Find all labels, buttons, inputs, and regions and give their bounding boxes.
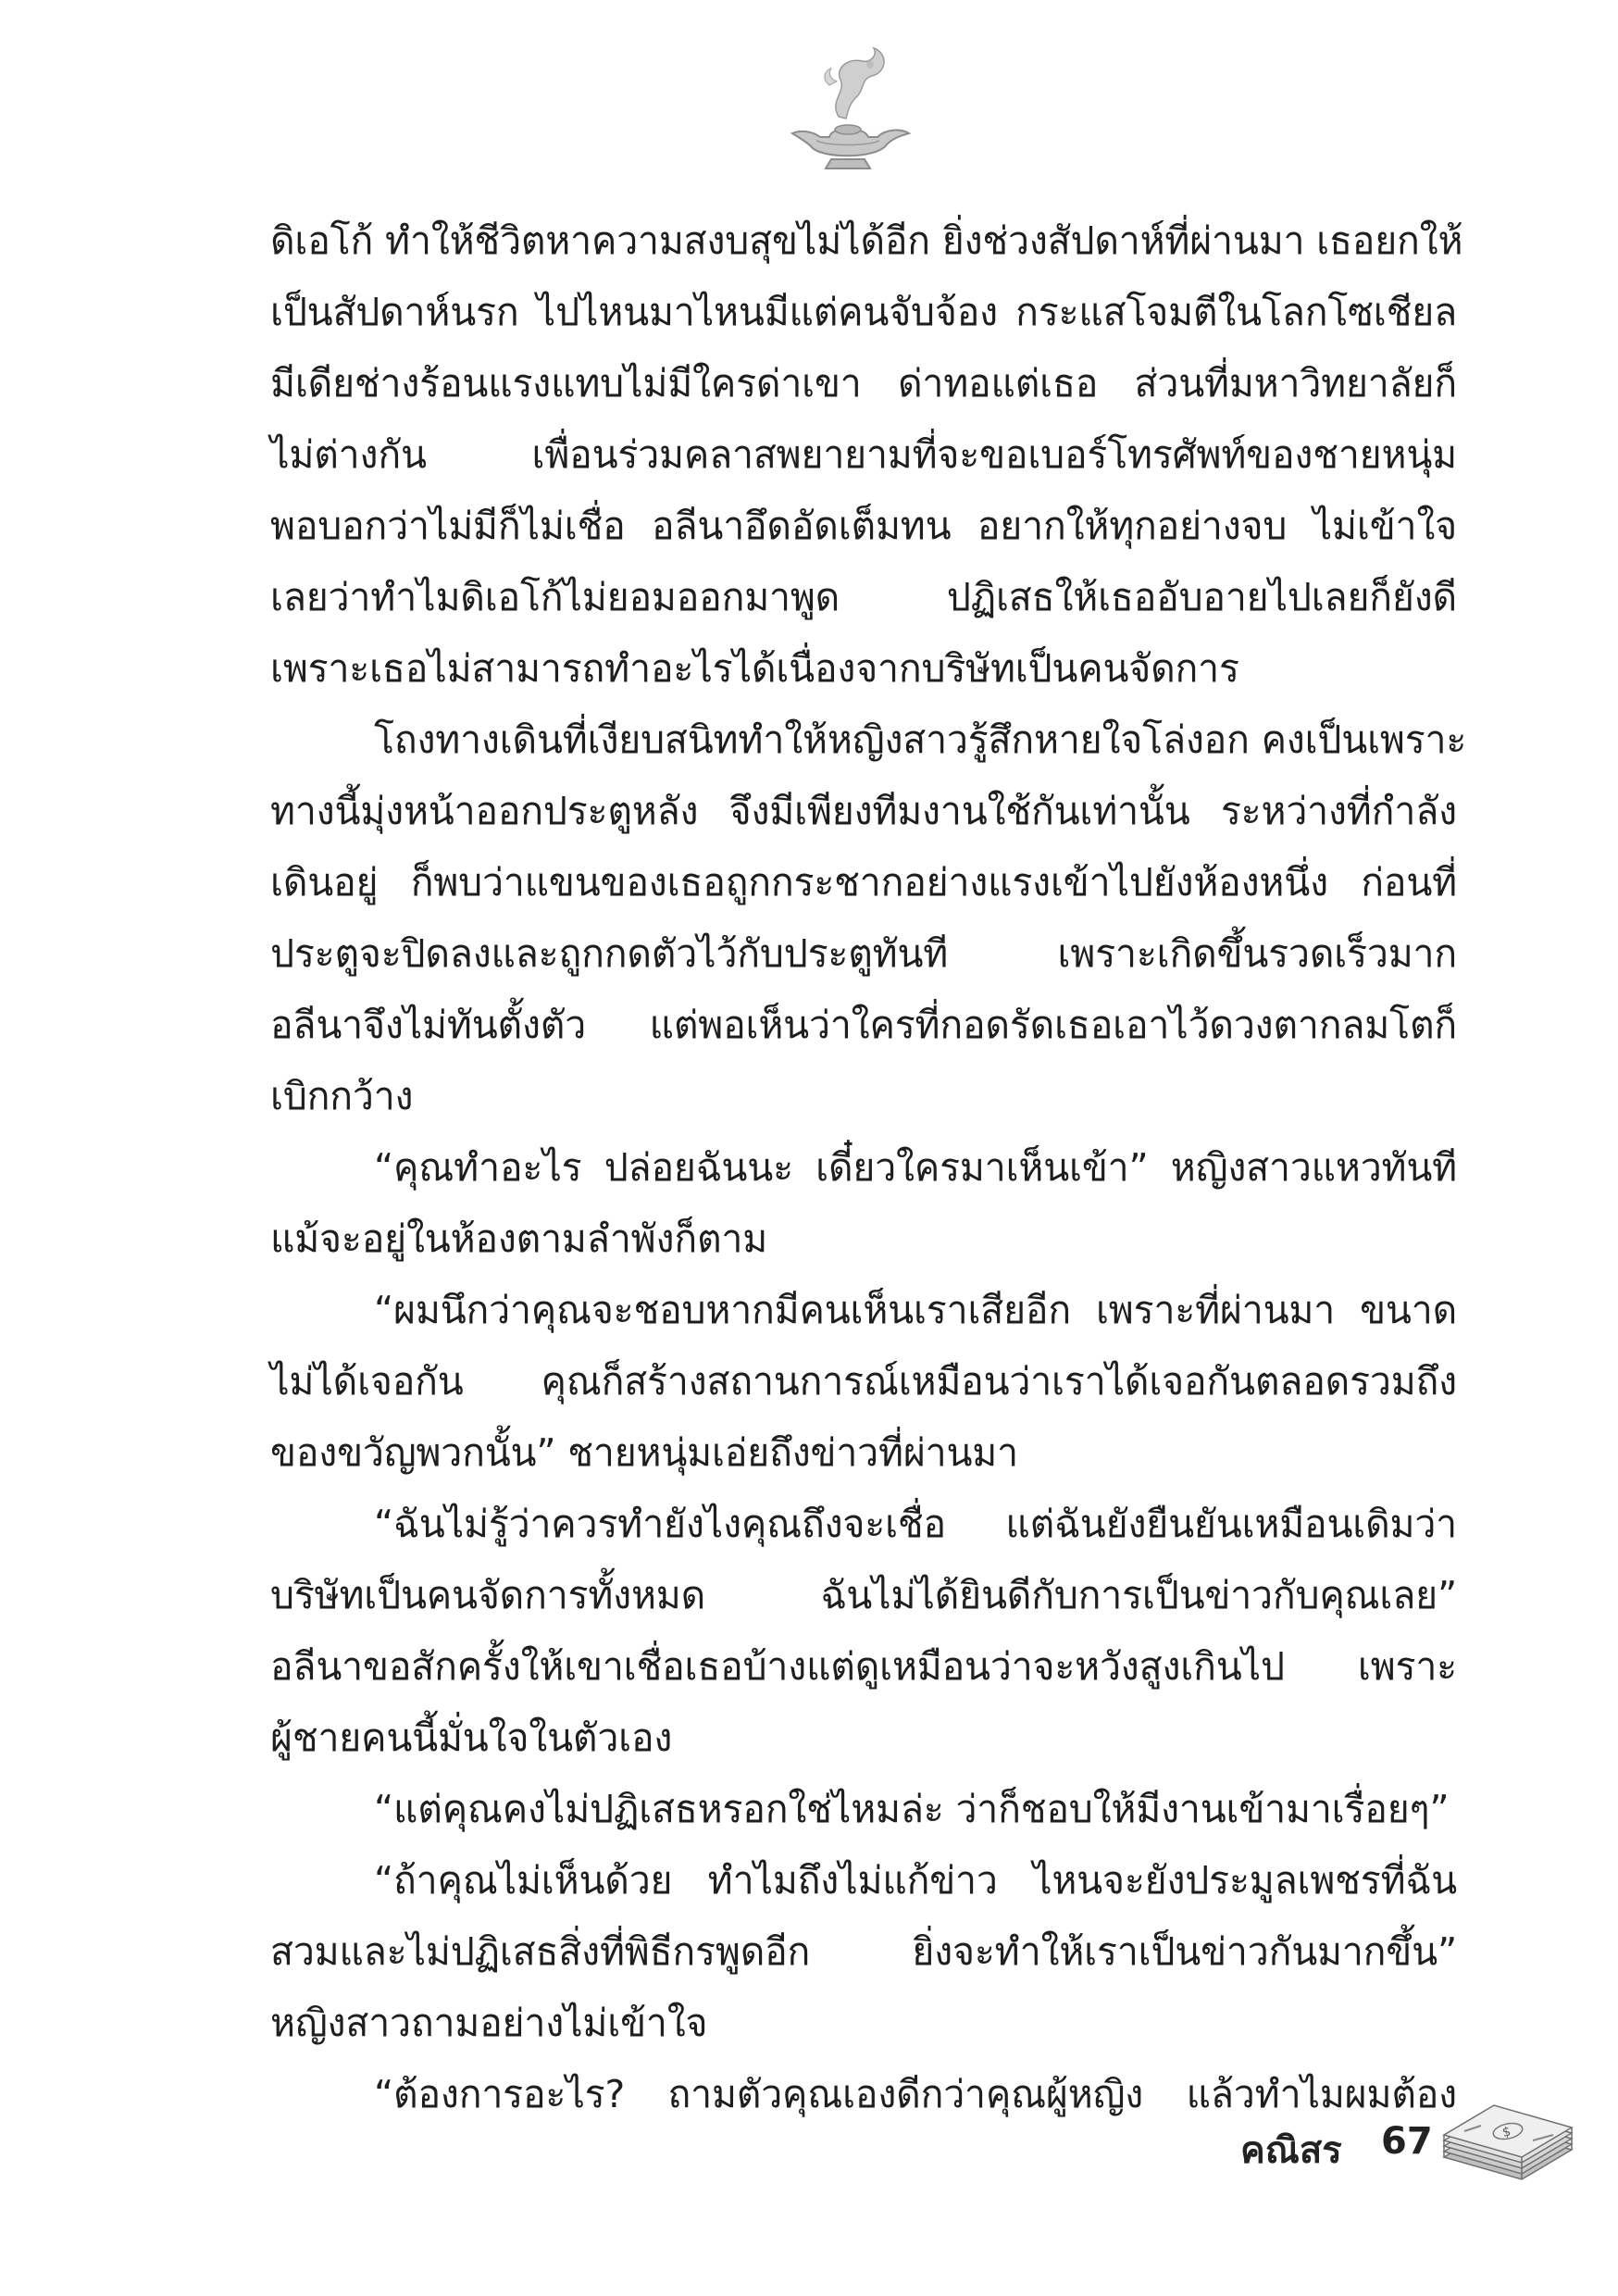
text-line: แม้จะอยู่ในห้องตามลำพังก็ตาม	[270, 1217, 768, 1261]
text-line: ไม่ได้เจอกัน คุณก็สร้างสถานการณ์เหมือนว่าเราได้เจอกันตลอดรวมถึง	[270, 1359, 1457, 1404]
text-line: ทางนี้มุ่งหน้าออกประตูหลัง จึงมีเพียงทีมงานใช้กันเท่านั้น ระหว่างที่กำลัง	[270, 789, 1457, 833]
svg-text:$: $	[1500, 2124, 1512, 2141]
text-line: “ผมนึกว่าคุณจะชอบหากมีคนเห็นเราเสียอีก เพราะที่ผ่านมา ขนาด	[374, 1288, 1457, 1332]
text-line: เลยว่าทำไมดิเอโก้ไม่ยอมออกมาพูด ปฏิเสธให้เธออับอายไปเลยก็ยังดี	[270, 575, 1457, 619]
text-line: ของขวัญพวกนั้น” ชายหนุ่มเอ่ยถึงข่าวที่ผ่านมา	[270, 1430, 1018, 1475]
text-line: ไม่ต่างกัน เพื่อนร่วมคลาสพยายามที่จะขอเบอร์โทรศัพท์ของชายหนุ่ม	[270, 432, 1457, 477]
text-line: “แต่คุณคงไม่ปฏิเสธหรอกใช่ไหมล่ะ ว่าก็ชอบให้มีงานเข้ามาเรื่อยๆ”	[374, 1787, 1450, 1831]
text-line: ประตูจะปิดลงและถูกกดตัวไว้กับประตูทันที เพราะเกิดขึ้นรวดเร็วมาก	[270, 931, 1457, 976]
text-line: อลีนาขอสักครั้งให้เขาเชื่อเธอบ้างแต่ดูเหมือนว่าจะหวังสูงเกินไป เพราะ	[270, 1644, 1457, 1689]
body-text	[270, 206, 1467, 2130]
text-line: บริษัทเป็นคนจัดการทั้งหมด ฉันไม่ได้ยินดีกับการเป็นข่าวกับคุณเลย”	[270, 1573, 1457, 1617]
text-line: โถงทางเดินที่เงียบสนิททำให้หญิงสาวรู้สึกหายใจโล่งอก คงเป็นเพราะ	[374, 718, 1467, 762]
text-line: “ต้องการอะไร? ถามตัวคุณเองดีกว่าคุณผู้หญิง แล้วทำไมผมต้อง	[374, 2072, 1457, 2116]
page-footer	[1240, 2102, 1592, 2194]
text-line: มีเดียช่างร้อนแรงแทบไม่มีใครด่าเขา ด่าทอแต่เธอ ส่วนที่มหาวิทยาลัยก็	[270, 361, 1457, 406]
text-line: เพราะเธอไม่สามารถทำอะไรได้เนื่องจากบริษัทเป็นคนจัดการ	[270, 646, 1239, 691]
text-line: “คุณทำอะไร ปล่อยฉันนะ เดี๋ยวใครมาเห็นเข้า” หญิงสาวแหวทันที	[374, 1145, 1457, 1190]
money-stack-icon	[1437, 2102, 1575, 2185]
page-number: 67	[1381, 2120, 1433, 2163]
text-line: เบิกกว้าง	[270, 1074, 414, 1118]
text-line: “ถ้าคุณไม่เห็นด้วย ทำไมถึงไม่แก้ข่าว ไหนจะยังประมูลเพชรที่ฉัน	[374, 1858, 1457, 1903]
text-line: พอบอกว่าไม่มีก็ไม่เชื่อ อลีนาอึดอัดเต็มทน อยากให้ทุกอย่างจบ ไม่เข้าใจ	[270, 504, 1457, 548]
text-line: อลีนาจึงไม่ทันตั้งตัว แต่พอเห็นว่าใครที่กอดรัดเธอเอาไว้ดวงตากลมโตก็	[270, 1003, 1457, 1047]
text-line: หญิงสาวถามอย่างไม่เข้าใจ	[270, 2001, 708, 2045]
book-title: คณิสร	[1240, 2129, 1342, 2172]
text-line: “ฉันไม่รู้ว่าควรทำยังไงคุณถึงจะเชื่อ แต่ฉันยังยืนยันเหมือนเดิมว่า	[374, 1502, 1457, 1546]
magic-lamp-ornament-icon	[774, 44, 922, 183]
text-line: สวมและไม่ปฏิเสธสิ่งที่พิธีกรพูดอีก ยิ่งจะทำให้เราเป็นข่าวกันมากขึ้น”	[270, 1929, 1457, 1974]
text-line: เป็นสัปดาห์นรก ไปไหนมาไหนมีแต่คนจับจ้อง กระแสโจมตีในโลกโซเชียล	[270, 290, 1457, 334]
text-line: เดินอยู่ ก็พบว่าแขนของเธอถูกกระชากอย่างแรงเข้าไปยังห้องหนึ่ง ก่อนที่	[270, 860, 1457, 905]
text-line: ผู้ชายคนนี้มั่นใจในตัวเอง	[270, 1716, 673, 1760]
text-line: ดิเอโก้ ทำให้ชีวิตหาความสงบสุขไม่ได้อีก ยิ่งช่วงสัปดาห์ที่ผ่านมา เธอยกให้	[270, 218, 1463, 263]
